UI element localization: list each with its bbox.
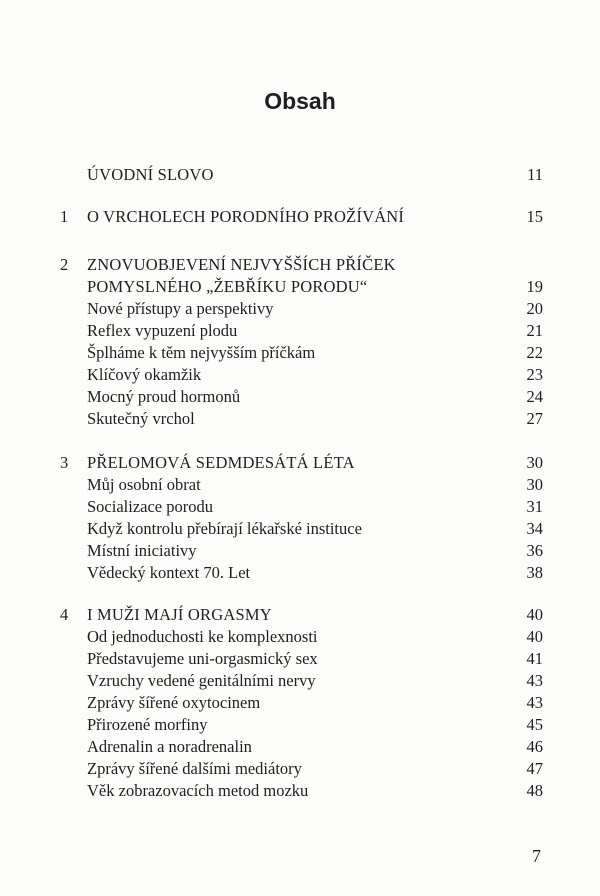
entry-page-number: 30: [526, 475, 543, 494]
toc-subsection: [0, 780, 600, 802]
entry-page-number: 43: [526, 671, 543, 690]
toc-chapter-heading: [0, 164, 600, 186]
entry-title: Vědecký kontext 70. Let: [87, 563, 251, 582]
entry-page-number: 27: [526, 409, 543, 428]
entry-title: Reflex vypuzení plodu: [87, 321, 238, 340]
entry-page-number: 41: [526, 649, 543, 668]
toc-subsection: [0, 692, 600, 714]
toc-subsection: [0, 540, 600, 562]
entry-page-number: 45: [526, 715, 543, 734]
toc-chapter-heading: [0, 452, 600, 474]
page-number: 7: [532, 846, 541, 866]
toc-subsection: [0, 518, 600, 540]
entry-title: Šplháme k těm nejvyšším příčkám: [87, 343, 316, 362]
entry-title: O VRCHOLECH PORODNÍHO PROŽÍVÁNÍ: [87, 207, 405, 226]
entry-page-number: 31: [526, 497, 543, 516]
toc-chapter-4: [0, 604, 600, 802]
toc-subsection: [0, 342, 600, 364]
chapter-number: 4: [60, 605, 69, 624]
entry-page-number: 38: [526, 563, 543, 582]
entry-page-number: 19: [526, 277, 543, 296]
entry-page-number: 30: [526, 453, 543, 472]
entry-page-number: 22: [526, 343, 543, 362]
entry-title: Přirozené morfiny: [87, 715, 208, 734]
entry-page-number: 36: [526, 541, 543, 560]
toc-subsection: [0, 670, 600, 692]
entry-page-number: 20: [526, 299, 543, 318]
entry-title: Klíčový okamžik: [87, 365, 202, 384]
toc-subsection: [0, 408, 600, 430]
toc-subsection: [0, 758, 600, 780]
entry-page-number: 34: [526, 519, 543, 538]
toc-subsection: [0, 298, 600, 320]
entry-title: Místní iniciativy: [87, 541, 197, 560]
toc-chapter-2: [0, 254, 600, 430]
entry-title: Věk zobrazovacích metod mozku: [87, 781, 309, 800]
toc-subsection: [0, 626, 600, 648]
toc-subsection: [0, 714, 600, 736]
entry-page-number: 15: [526, 207, 543, 226]
toc-chapter-heading: [0, 276, 600, 298]
toc-chapter-heading: [0, 206, 600, 228]
entry-title: Adrenalin a noradrenalin: [87, 737, 252, 756]
entry-page-number: 48: [526, 781, 543, 800]
toc-chapter-3: [0, 452, 600, 584]
toc-foreword: [0, 164, 600, 186]
entry-page-number: 24: [526, 387, 543, 406]
entry-page-number: 11: [527, 165, 543, 184]
entry-page-number: 43: [526, 693, 543, 712]
entry-page-number: 47: [526, 759, 543, 778]
toc-subsection: [0, 364, 600, 386]
toc-subsection: [0, 474, 600, 496]
entry-title: I MUŽI MAJÍ ORGASMY: [87, 605, 272, 624]
chapter-number: 2: [60, 255, 69, 274]
entry-title: Nové přístupy a perspektivy: [87, 299, 274, 318]
toc-subsection: [0, 320, 600, 342]
entry-title: POMYSLNÉHO „ŽEBŘÍKU PORODU“: [87, 277, 368, 296]
entry-title: Zprávy šířené oxytocinem: [87, 693, 261, 712]
entry-title: PŘELOMOVÁ SEDMDESÁTÁ LÉTA: [87, 453, 355, 472]
entry-title: Představujeme uni-orgasmický sex: [87, 649, 318, 668]
entry-title: Od jednoduchosti ke komplexnosti: [87, 627, 318, 646]
entry-title: Skutečný vrchol: [87, 409, 195, 428]
toc-subsection: [0, 648, 600, 670]
entry-title: ZNOVUOBJEVENÍ NEJVYŠŠÍCH PŘÍČEK: [87, 255, 396, 274]
entry-page-number: 23: [526, 365, 543, 384]
entry-page-number: 40: [526, 627, 543, 646]
page-title: Obsah: [264, 88, 336, 114]
chapter-number: 1: [60, 207, 69, 226]
entry-title: Můj osobní obrat: [87, 475, 201, 494]
entry-page-number: 21: [526, 321, 543, 340]
entry-page-number: 46: [526, 737, 543, 756]
toc-chapter-1: [0, 206, 600, 228]
entry-title: Socializace porodu: [87, 497, 213, 516]
toc-subsection: [0, 736, 600, 758]
entry-title: Když kontrolu přebírají lékařské instituce: [87, 519, 362, 538]
entry-title: Vzruchy vedené genitálními nervy: [87, 671, 316, 690]
toc-chapter-heading: [0, 254, 600, 276]
toc-subsection: [0, 386, 600, 408]
toc-subsection: [0, 496, 600, 518]
toc-subsection: [0, 562, 600, 584]
toc-chapter-heading: [0, 604, 600, 626]
entry-page-number: 40: [526, 605, 543, 624]
entry-title: Zprávy šířené dalšími mediátory: [87, 759, 302, 778]
entry-title: ÚVODNÍ SLOVO: [87, 165, 214, 184]
chapter-number: 3: [60, 453, 69, 472]
entry-title: Mocný proud hormonů: [87, 387, 241, 406]
